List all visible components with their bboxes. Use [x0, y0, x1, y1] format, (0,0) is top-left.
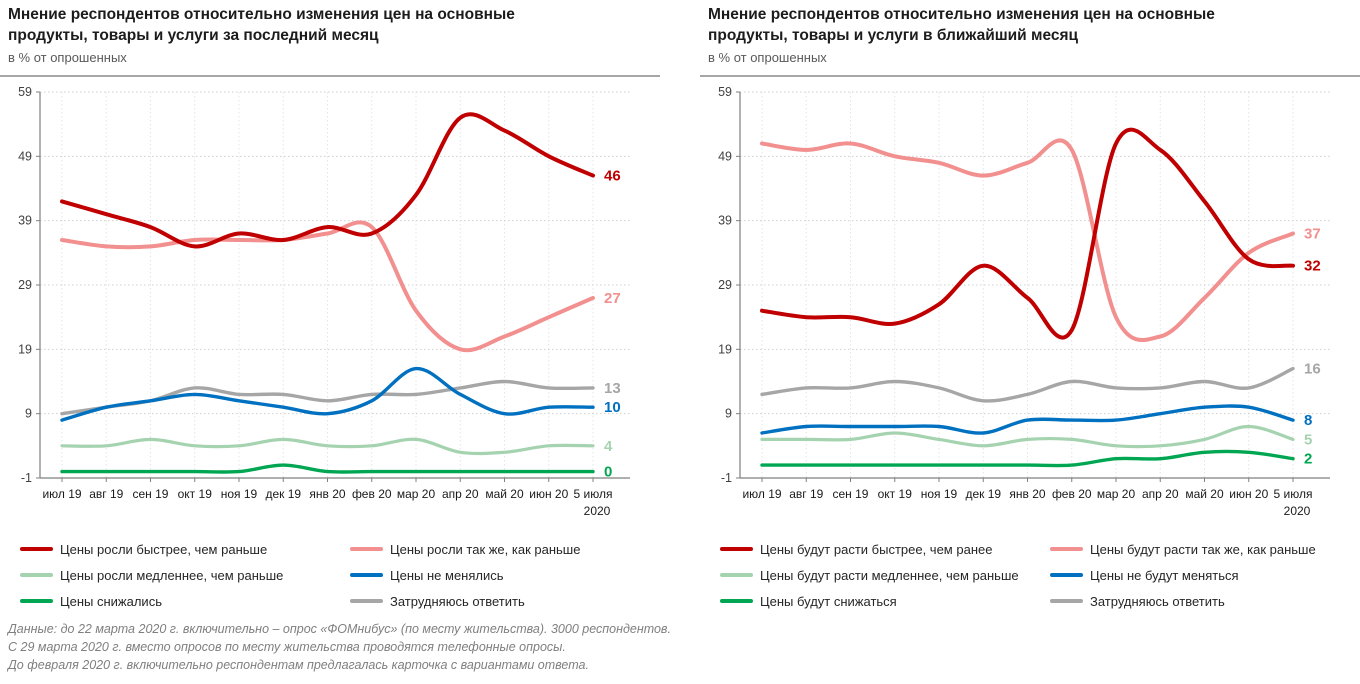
legend-item-label: Цены снижались [60, 593, 162, 609]
legend-line-swatch [350, 599, 383, 603]
y-axis-label: 49 [18, 149, 32, 164]
legend-item-label: Цены росли так же, как раньше [390, 541, 581, 557]
series-end-value-label: 46 [604, 167, 621, 185]
y-axis-label: 19 [18, 342, 32, 357]
x-axis-label: 5 июля [1273, 487, 1313, 501]
legend-item [20, 594, 350, 609]
y-axis-label: 59 [718, 85, 732, 99]
series-end-value-label: 27 [604, 289, 621, 307]
title-line-2: продукты, товары и услуги в ближайший месяц [708, 27, 1079, 44]
x-axis-label: июл 19 [742, 487, 782, 501]
legend-item-label: Цены будут расти так же, как раньше [1090, 541, 1316, 557]
y-axis-label: 59 [18, 85, 32, 99]
legend-item-label: Цены росли медленнее, чем раньше [60, 567, 284, 583]
x-axis-label: апр 20 [1141, 487, 1179, 501]
x-axis-label: окт 19 [877, 487, 912, 501]
chart-legend [720, 536, 1350, 614]
y-axis-label: 9 [25, 406, 32, 421]
y-axis-label: 39 [18, 213, 32, 228]
chart-panel-last-month [0, 0, 660, 684]
footnote-line-3: До февраля 2020 г. включительно респондентам предлагалась карточка с вариантами ответа. [8, 658, 589, 672]
x-axis-label: фев 20 [351, 487, 392, 501]
x-axis-label: окт 19 [177, 487, 212, 501]
legend-item-label: Цены будут расти быстрее, чем ранее [760, 541, 993, 557]
x-axis-label: июл 19 [42, 487, 82, 501]
legend-line-swatch [1050, 547, 1083, 551]
y-axis-label: 9 [725, 406, 732, 421]
legend-item-label: Цены не менялись [390, 567, 504, 583]
data-source-footnote [8, 620, 1208, 674]
y-axis-label: 49 [718, 149, 732, 164]
legend-line-swatch [1050, 573, 1083, 577]
legend-line-swatch [20, 599, 53, 603]
legend-item [1050, 568, 1350, 583]
x-axis-label: дек 19 [265, 487, 302, 501]
legend-item [1050, 594, 1350, 609]
series-end-value-label: 13 [604, 379, 621, 397]
legend-item-label: Цены росли быстрее, чем раньше [60, 541, 268, 557]
x-axis-label: сен 19 [132, 487, 169, 501]
series-line [62, 222, 593, 350]
legend-item-label: Цены будут снижаться [760, 593, 897, 609]
page-title [8, 4, 656, 46]
legend-line-swatch [720, 573, 753, 577]
x-axis-label: ноя 19 [220, 487, 258, 501]
y-axis-label: 19 [718, 342, 732, 357]
line-chart-last-month [0, 85, 660, 530]
y-axis-label: -1 [720, 471, 732, 485]
legend-item-label: Затрудняюсь ответить [1090, 593, 1225, 609]
title-line-2: продукты, товары и услуги за последний месяц [8, 27, 379, 44]
x-axis-label: апр 20 [441, 487, 479, 501]
series-end-value-label: 37 [1304, 225, 1321, 243]
legend-item-label: Затрудняюсь ответить [390, 593, 525, 609]
series-end-value-label: 32 [1304, 257, 1321, 275]
x-axis-label: янв 20 [309, 487, 346, 501]
legend-line-swatch [20, 547, 53, 551]
x-axis-label-year: 2020 [1283, 504, 1311, 518]
x-axis-label: янв 20 [1009, 487, 1046, 501]
x-axis-label: сен 19 [832, 487, 869, 501]
x-axis-label: май 20 [1185, 487, 1224, 501]
legend-item-label: Цены будут расти медленнее, чем раньше [760, 567, 1019, 583]
line-chart-next-month [700, 85, 1360, 530]
legend-line-swatch [20, 573, 53, 577]
chart-subtitle: в % от опрошенных [8, 50, 127, 65]
legend-item [20, 568, 350, 583]
legend-item [720, 568, 1050, 583]
legend-line-swatch [350, 573, 383, 577]
x-axis-label: авг 19 [89, 487, 124, 501]
y-axis-label: 29 [18, 278, 32, 292]
y-axis-label: 39 [718, 213, 732, 228]
legend-item-label: Цены не будут меняться [1090, 567, 1239, 583]
x-axis-label: мар 20 [396, 487, 436, 501]
legend-item [350, 568, 650, 583]
series-end-value-label: 2 [1304, 450, 1313, 468]
x-axis-label: фев 20 [1051, 487, 1092, 501]
legend-line-swatch [720, 599, 753, 603]
x-axis-label: июн 20 [1229, 487, 1269, 501]
x-axis-label: дек 19 [965, 487, 1002, 501]
chart-legend [20, 536, 650, 614]
x-axis-label: май 20 [485, 487, 524, 501]
series-end-value-label: 16 [1304, 360, 1321, 378]
legend-item [720, 594, 1050, 609]
title-line-1: Мнение респондентов относительно изменения цен на основные [8, 6, 515, 23]
chart-panel-next-month [700, 0, 1360, 684]
legend-line-swatch [350, 547, 383, 551]
series-end-value-label: 5 [1304, 431, 1313, 449]
x-axis-label: 5 июля [573, 487, 613, 501]
legend-item [720, 542, 1050, 557]
legend-line-swatch [1050, 599, 1083, 603]
x-axis-label: мар 20 [1096, 487, 1136, 501]
footnote-line-1: Данные: до 22 марта 2020 г. включительно – опрос «ФОМнибус» (по месту жительства). 3000 респондентов. [8, 622, 671, 636]
series-end-value-label: 8 [1304, 412, 1313, 430]
footnote-line-2: С 29 марта 2020 г. вместо опросов по месту жительства проводятся телефонные опросы. [8, 640, 566, 654]
title-line-1: Мнение респондентов относительно изменения цен на основные [708, 6, 1215, 23]
x-axis-label: ноя 19 [920, 487, 958, 501]
chart-subtitle: в % от опрошенных [708, 50, 827, 65]
legend-item [350, 542, 650, 557]
legend-item [350, 594, 650, 609]
y-axis-label: 29 [718, 278, 732, 292]
series-end-value-label: 10 [604, 399, 621, 417]
title-separator [0, 75, 660, 77]
series-line [762, 451, 1293, 465]
series-end-value-label: 4 [604, 437, 613, 455]
y-axis-label: -1 [20, 471, 32, 485]
title-separator [700, 75, 1360, 77]
legend-item [1050, 542, 1350, 557]
x-axis-label: авг 19 [789, 487, 824, 501]
legend-line-swatch [720, 547, 753, 551]
x-axis-label: июн 20 [529, 487, 569, 501]
series-end-value-label: 0 [604, 463, 613, 481]
legend-item [20, 542, 350, 557]
x-axis-label-year: 2020 [583, 504, 611, 518]
page-title [708, 4, 1356, 46]
